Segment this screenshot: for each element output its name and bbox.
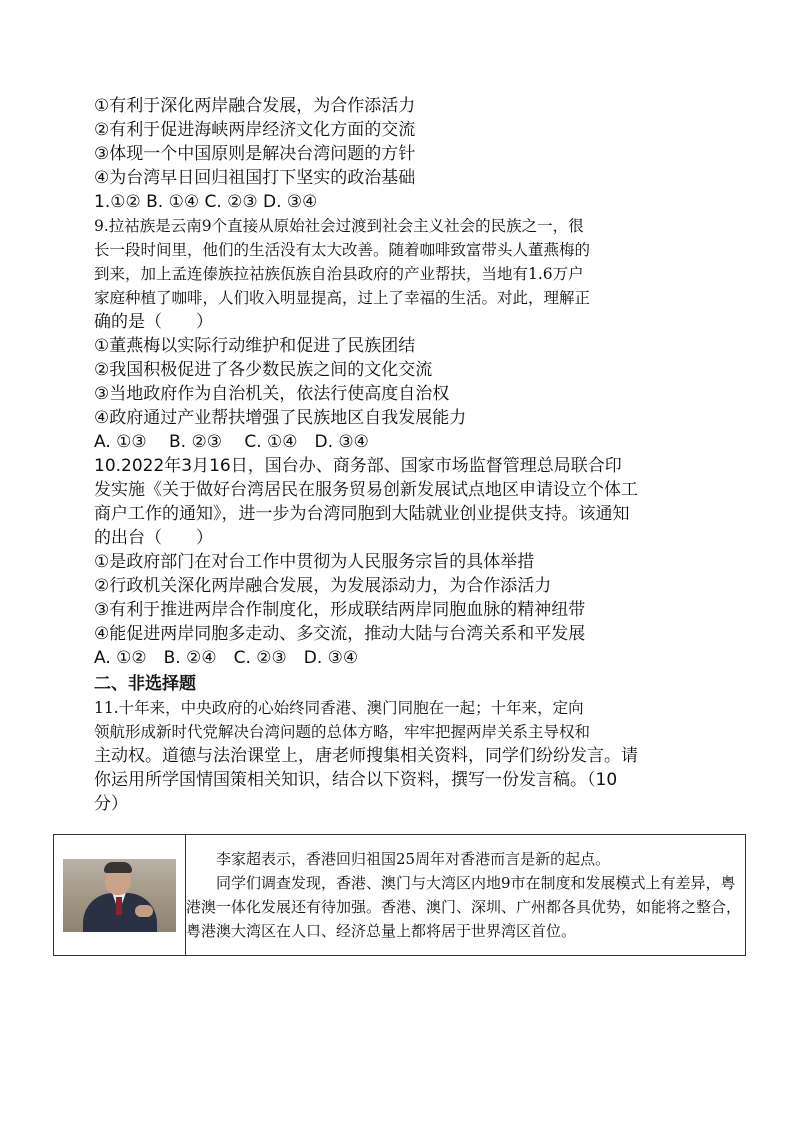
- text-line: 到来，加上孟连傣族拉祜族佤族自治县政府的产业帮扶，当地有1.6万户: [94, 265, 584, 283]
- text-line: 你运用所学国情国策相关知识，结合以下资料，撰写一份发言稿。（10: [94, 770, 618, 790]
- text-line: A. ①② B. ②④ C. ②③ D. ③④: [94, 648, 359, 668]
- text-line: 领航形成新时代党解决台湾问题的总体方略，牢牢把握两岸关系主导权和: [94, 723, 591, 741]
- material-paragraph-1: 李家超表示，香港回归祖国25周年对香港而言是新的起点。: [216, 850, 611, 868]
- text-line: 家庭种植了咖啡，人们收入明显提高，过上了幸福的生活。对此，理解正: [94, 289, 591, 307]
- text-line: ①有利于深化两岸融合发展，为合作添活力: [94, 96, 416, 116]
- text-line: ④能促进两岸同胞多走动、多交流，推动大陆与台湾关系和平发展: [94, 624, 586, 644]
- text-line: ①董燕梅以实际行动维护和促进了民族团结: [94, 336, 416, 356]
- text-line: 二、非选择题: [94, 674, 196, 694]
- photo-cell: [54, 835, 186, 956]
- material-paragraph-2: 同学们调查发现，香港、澳门与大湾区内地9市在制度和发展模式上有差异，粤港澳一体化发展还有待加强。香港、澳门、深圳、广州都各具优势，如能将之整合，粤港澳大湾区在人口、经济总量上都将居于世界湾区首位。: [186, 874, 742, 940]
- text-line: 长一段时间里，他们的生活没有太大改善。随着咖啡致富带头人董燕梅的: [94, 241, 591, 259]
- text-line: 发实施《关于做好台湾居民在服务贸易创新发展试点地区申请设立个体工: [94, 480, 638, 500]
- text-line: ④政府通过产业帮扶增强了民族地区自我发展能力: [94, 408, 467, 428]
- portrait-photo: [63, 859, 176, 932]
- text-line: ②行政机关深化两岸融合发展，为发展添动力，为合作添活力: [94, 576, 552, 596]
- text-line: ②有利于促进海峡两岸经济文化方面的交流: [94, 120, 416, 140]
- text-line: ③当地政府作为自治机关，依法行使高度自治权: [94, 384, 450, 404]
- text-line: ①是政府部门在对台工作中贯彻为人民服务宗旨的具体举措: [94, 552, 535, 572]
- text-line: 的出台（ ）: [94, 528, 213, 548]
- text-line: 分）: [94, 794, 128, 814]
- text-line: ③体现一个中国原则是解决台湾问题的方针: [94, 144, 416, 164]
- text-line: 主动权。道德与法治课堂上，唐老师搜集相关资料，同学们纷纷发言。请: [94, 746, 638, 766]
- text-line: 11.十年来，中央政府的心始终同香港、澳门同胞在一起；十年来，定向: [94, 699, 584, 717]
- text-line: ②我国积极促进了各少数民族之间的文化交流: [94, 360, 433, 380]
- text-line: ④为台湾早日回归祖国打下坚实的政治基础: [94, 168, 416, 188]
- text-line: 1.①② B. ①④ C. ②③ D. ③④: [94, 192, 318, 212]
- text-line: 9.拉祜族是云南9个直接从原始社会过渡到社会主义社会的民族之一，很: [94, 217, 584, 235]
- text-line: A. ①③ B. ②③ C. ①④ D. ③④: [94, 432, 369, 452]
- question-text: [94, 94, 704, 816]
- material-text: [186, 835, 746, 956]
- text-line: ③有利于推进两岸合作制度化，形成联结两岸同胞血脉的精神纽带: [94, 600, 586, 620]
- text-line: 确的是（ ）: [94, 312, 213, 332]
- material-table: [53, 834, 746, 956]
- text-line: 10.2022年3月16日，国台办、商务部、国家市场监督管理总局联合印: [94, 456, 622, 476]
- text-line: 商户工作的通知》，进一步为台湾同胞到大陆就业创业提供支持。该通知: [94, 504, 630, 524]
